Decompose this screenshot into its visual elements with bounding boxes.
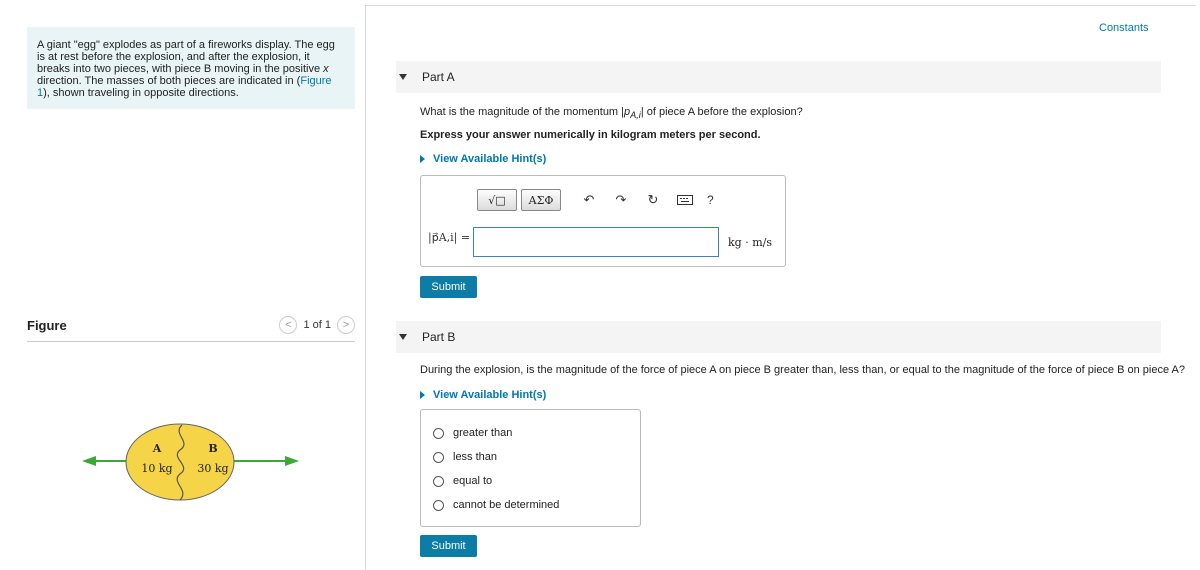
equation-label: |p⃗A,i| =	[428, 231, 471, 244]
part-b-header[interactable]	[396, 321, 1161, 353]
greek-symbols-button[interactable]: ΑΣΦ	[521, 189, 561, 211]
x-variable: x	[323, 63, 329, 75]
answer-box	[420, 175, 786, 267]
pager-text: 1 of 1	[303, 319, 331, 331]
part-a-label: Part A	[422, 70, 455, 84]
choice-label: greater than	[453, 427, 513, 439]
expand-triangle-icon	[420, 391, 425, 399]
collapse-triangle-icon	[399, 334, 407, 340]
momentum-var	[624, 106, 641, 121]
answer-input[interactable]	[473, 227, 719, 257]
problem-intro	[27, 27, 355, 109]
question-text: | of piece A before the explosion?	[640, 106, 803, 118]
figure-link[interactable]: Figure 1	[37, 75, 332, 99]
hint-label: View Available Hint(s)	[433, 389, 547, 401]
math-toolbar	[477, 189, 714, 211]
figure-header	[27, 316, 355, 342]
prev-figure-button[interactable]	[279, 316, 297, 334]
part-a-header[interactable]	[396, 61, 1161, 93]
figure-title: Figure	[27, 318, 67, 333]
momentum-symbol: p	[624, 106, 631, 118]
momentum-subscript: A,i	[630, 110, 641, 121]
templates-button[interactable]: √□	[477, 189, 517, 211]
chevron-left-icon: <	[285, 319, 292, 331]
intro-text: A giant "egg" explodes as part of a fireworks display. The egg is at rest before the explosion, and after the explosion, it breaks into two pieces, with piece B moving in the positive	[37, 39, 335, 75]
radio-button[interactable]	[433, 428, 444, 439]
part-a-instruction: Express your answer numerically in kilogram meters per second.	[420, 129, 761, 141]
egg-figure	[80, 420, 302, 510]
intro-text: ), shown traveling in opposite directions.	[43, 87, 239, 99]
part-b-question: During the explosion, is the magnitude of the force of piece A on piece B greater than, less than, or equal to the magnitude of the force of piece B on piece A?	[420, 364, 1185, 376]
collapse-triangle-icon	[399, 74, 407, 80]
part-a-submit-button[interactable]: Submit	[420, 276, 477, 298]
undo-icon[interactable]: ↶	[583, 192, 595, 207]
intro-text: direction. The masses of both pieces are indicated in (	[37, 75, 301, 87]
choice-greater-than[interactable]	[433, 427, 512, 439]
piece-a-mass: 10 kg	[141, 462, 173, 475]
piece-a-label: A	[152, 442, 162, 455]
choice-label: equal to	[453, 475, 493, 487]
choice-equal-to[interactable]	[433, 475, 492, 487]
arrow-left-head	[82, 456, 96, 466]
next-figure-button[interactable]	[337, 316, 355, 334]
part-b-hint[interactable]	[420, 389, 546, 401]
choice-label: cannot be determined	[453, 499, 560, 511]
unit-label: kg · m/s	[728, 236, 772, 249]
radio-button[interactable]	[433, 452, 444, 463]
arrow-right-head	[285, 456, 299, 466]
answer-choices	[420, 409, 641, 527]
constants-link[interactable]: Constants	[1099, 22, 1149, 34]
part-a-hint[interactable]	[420, 153, 546, 165]
part-b-label: Part B	[422, 330, 456, 344]
top-rule	[366, 5, 1196, 6]
chevron-right-icon: >	[342, 319, 350, 331]
keyboard-icon[interactable]	[675, 190, 695, 210]
figure-pager	[279, 316, 355, 334]
choice-cannot-be-determined[interactable]	[433, 499, 559, 511]
choice-label: less than	[453, 451, 498, 463]
piece-b-mass: 30 kg	[197, 462, 229, 475]
choice-less-than[interactable]	[433, 451, 497, 463]
redo-icon[interactable]: ↷	[615, 192, 627, 207]
hint-label: View Available Hint(s)	[433, 153, 547, 165]
part-a-question	[420, 106, 803, 120]
radio-button[interactable]	[433, 476, 444, 487]
radio-button[interactable]	[433, 500, 444, 511]
expand-triangle-icon	[420, 155, 425, 163]
part-b-submit-button[interactable]: Submit	[420, 535, 477, 557]
question-text: What is the magnitude of the momentum |	[420, 106, 625, 118]
reset-icon[interactable]: ↻	[647, 192, 659, 207]
column-divider	[365, 5, 366, 570]
piece-b-label: B	[208, 442, 218, 455]
help-button[interactable]: ?	[707, 193, 714, 207]
